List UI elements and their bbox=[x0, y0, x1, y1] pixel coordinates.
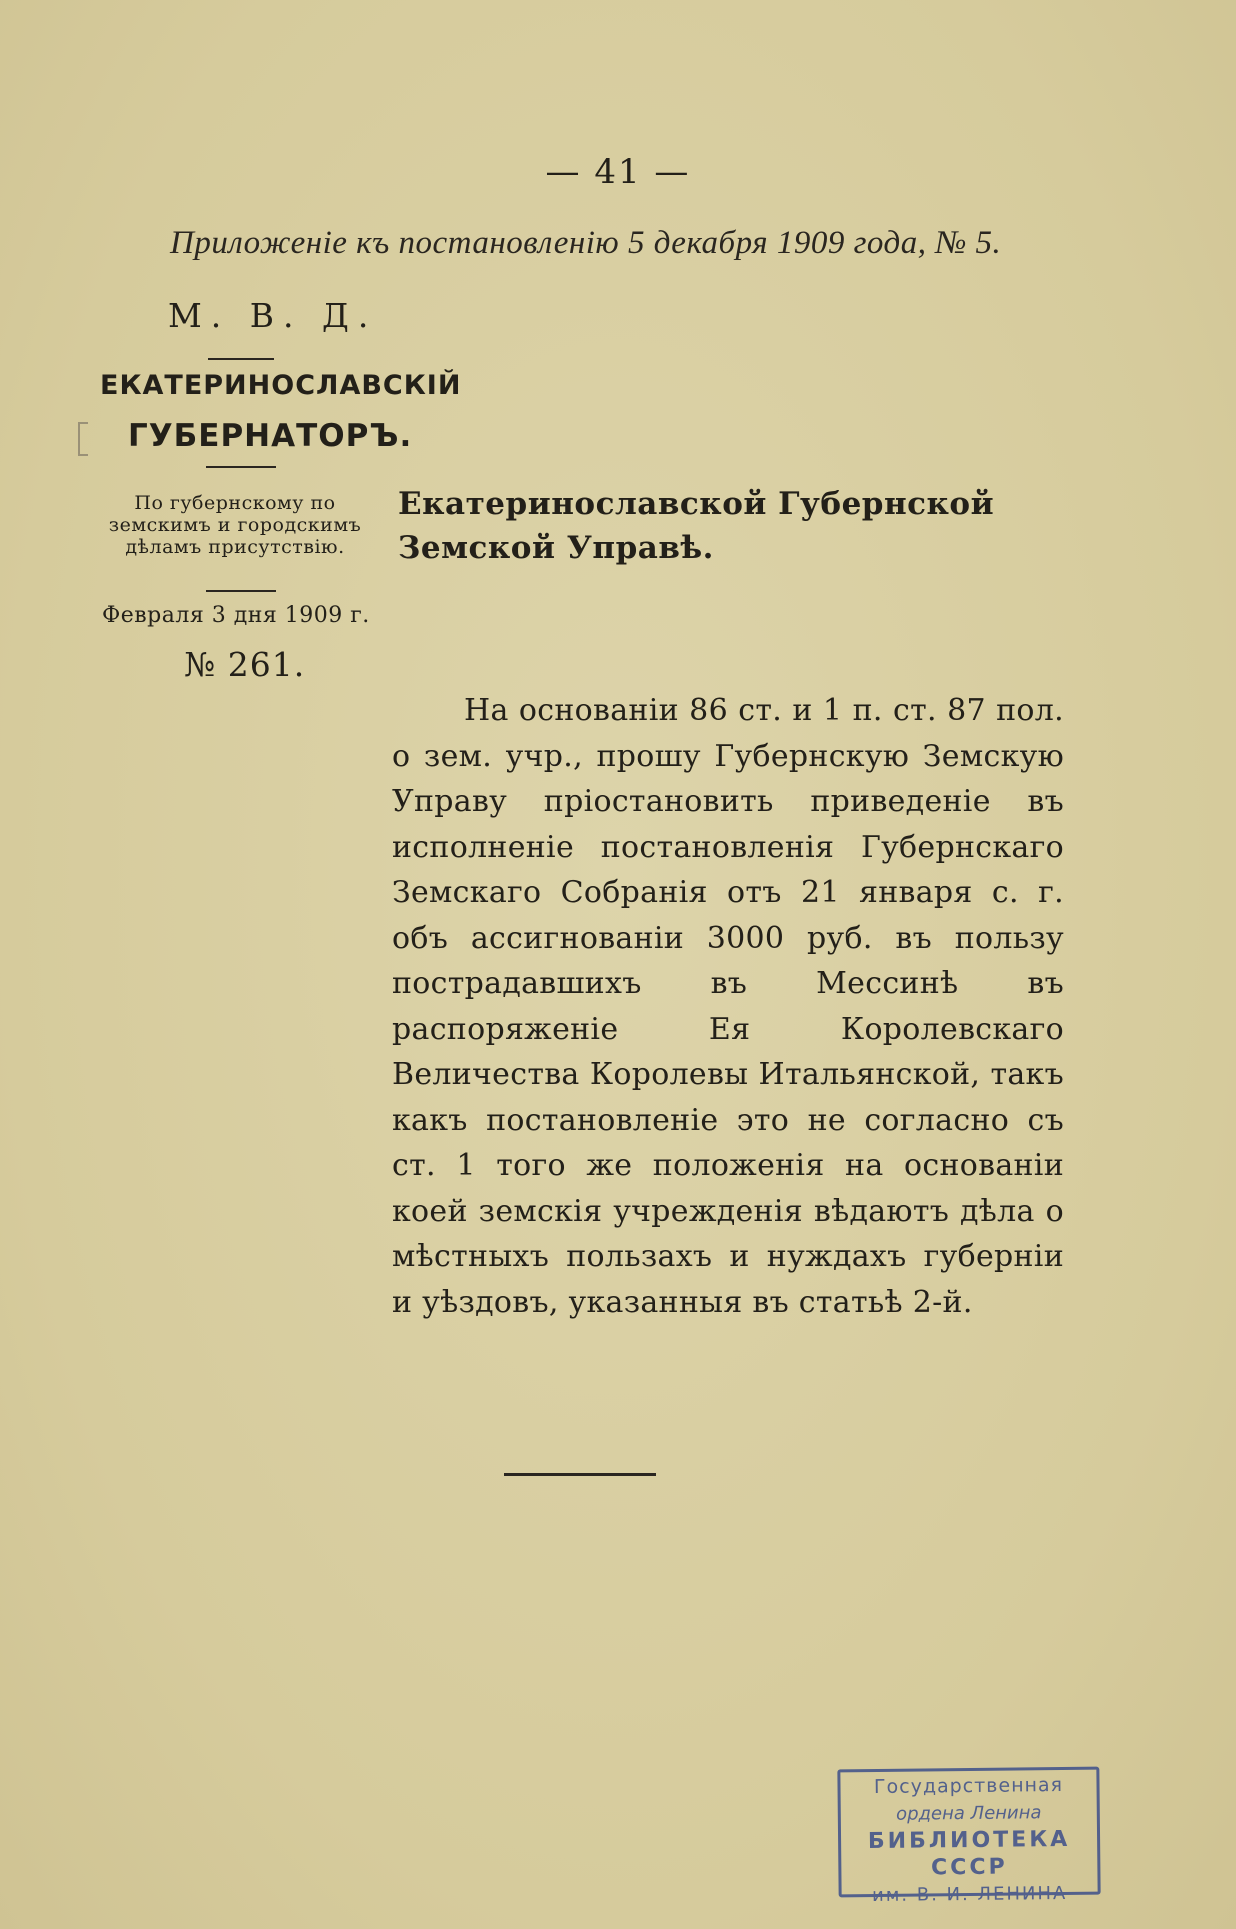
margin-bracket bbox=[78, 422, 88, 456]
divider bbox=[208, 358, 274, 360]
stamp-line: Государственная bbox=[873, 1774, 1064, 1798]
governor-title-line1: ЕКАТЕРИНОСЛАВСКІЙ bbox=[100, 370, 462, 401]
body-paragraph-container bbox=[392, 688, 1064, 1325]
document-date: Февраля 3 дня 1909 г. bbox=[102, 603, 370, 628]
divider bbox=[206, 466, 276, 468]
library-stamp bbox=[837, 1767, 1100, 1907]
appendix-note: Приложеніе къ постановленію 5 декабря 1909 года, № 5. bbox=[170, 225, 1002, 261]
stamp-line: им. В. И. ЛЕНИНА bbox=[871, 1882, 1068, 1907]
body-paragraph: На основаніи 86 ст. и 1 п. ст. 87 пол. о зем. учр., прошу Губернскую Земскую Управу пріостановить приведеніе въ исполненіе постановленія Губернскаго Земскаго Собранія отъ 21 января с. г. объ ассигнованіи 3000 руб. въ пользу пострадавшихъ въ Мессинѣ въ распоряженіе Ея Королевскаго Величества Королевы Итальянской, такъ какъ постановленіе это не согласно съ ст. 1 того же положенія на основаніи коей земскія учрежденія вѣдаютъ дѣла о мѣстныхъ пользахъ и нуждахъ губерніи и уѣздовъ, указанныя въ статьѣ 2-й. bbox=[392, 693, 1064, 1320]
divider bbox=[206, 590, 276, 592]
closing-rule bbox=[504, 1473, 656, 1476]
department-label: По губернскому по земскимъ и городскимъ дѣламъ присутствію. bbox=[108, 492, 362, 558]
ministry-heading: М. В. Д. bbox=[168, 296, 378, 335]
page-number: — 41 — bbox=[545, 152, 691, 192]
document-number: № 261. bbox=[184, 645, 306, 684]
governor-title-line2: ГУБЕРНАТОРЪ. bbox=[128, 418, 413, 454]
addressee: Екатеринославской Губернской Земской Управѣ. bbox=[398, 486, 995, 566]
stamp-line: БИБЛИОТЕКА СССР bbox=[867, 1826, 1071, 1881]
stamp-line: ордена Ленина bbox=[896, 1802, 1042, 1825]
